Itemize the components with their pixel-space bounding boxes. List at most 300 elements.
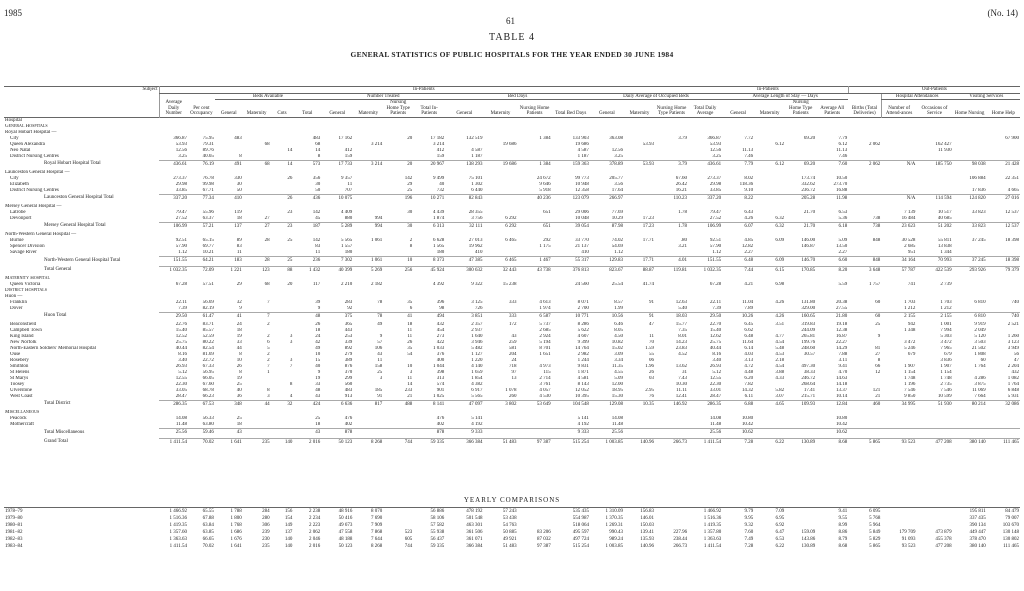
cell: 87 032 xyxy=(536,537,551,542)
cell: 10 948 xyxy=(575,181,589,187)
cell xyxy=(624,194,655,204)
cell: 79 379 xyxy=(987,266,1020,276)
cell: 98 xyxy=(439,305,445,311)
cell: 9.41 xyxy=(838,363,848,369)
cell: 55 xyxy=(648,351,654,357)
cell: 14 xyxy=(407,381,413,387)
cell: 1 640 xyxy=(471,333,483,339)
cell: 68 xyxy=(264,141,270,147)
cell: 2 685 xyxy=(539,327,551,333)
cell: 77.34 xyxy=(188,194,215,204)
cell: 8.01 xyxy=(678,333,688,339)
cell xyxy=(916,522,952,529)
cell: 6.22 xyxy=(754,438,785,448)
cell: 83 206 xyxy=(536,530,551,535)
cell: 990.43 xyxy=(609,530,624,535)
cell: 436 xyxy=(293,194,321,204)
cell: 26 xyxy=(236,363,242,369)
cell: 483 xyxy=(234,135,242,141)
cell: 3.07 xyxy=(775,393,785,399)
cell: 11.64 xyxy=(742,339,754,345)
cell: 6.12 xyxy=(754,160,785,170)
cell: 106 xyxy=(374,345,383,351)
col-occupancy: Per cent Occupancy xyxy=(190,105,213,116)
cell: 158 xyxy=(374,363,383,369)
cell: 160.65 xyxy=(785,312,816,322)
cell: 106 884 xyxy=(969,175,986,181)
cell: 1 854 xyxy=(471,375,483,381)
cell: 66 xyxy=(875,363,881,369)
cell: 6 095 xyxy=(869,509,881,514)
cell: 40 xyxy=(439,181,445,187)
cell: 29 006 xyxy=(575,209,589,215)
cell: 17 733 xyxy=(321,160,353,170)
cell: 57.90 xyxy=(175,243,187,249)
cell: 738 xyxy=(872,215,881,221)
cell: 1 344 xyxy=(940,249,952,255)
cell: 1 384 xyxy=(518,160,552,170)
row-label: New Norfolk xyxy=(10,339,37,345)
cell: 1 025 xyxy=(432,393,445,399)
cell: 142 xyxy=(312,209,321,215)
cell: 16.87 xyxy=(835,333,848,339)
cell: 159 363 xyxy=(552,160,590,170)
cell: 5 565 xyxy=(471,393,483,399)
cell: 137 xyxy=(215,222,243,232)
cell: 1 411.54 xyxy=(703,544,722,549)
cell: 1 032.35 xyxy=(688,266,722,276)
cell: 1 044 xyxy=(432,363,445,369)
cell: 67.53 xyxy=(188,400,215,410)
cell: 23.83 xyxy=(675,345,688,351)
cell: 476 xyxy=(436,415,445,421)
cell: 20.38 xyxy=(835,299,848,305)
cell: 1 764 xyxy=(1007,381,1019,387)
cell: 2 739 xyxy=(940,281,952,287)
cell: 28.47 xyxy=(175,393,187,399)
cell: 6.12 xyxy=(775,141,785,147)
cell: 1 516.36 xyxy=(169,516,187,521)
cell: 33.85 xyxy=(709,187,722,193)
cell: 2 xyxy=(267,321,270,327)
cell: 22.30 xyxy=(709,381,722,387)
cell: 3 xyxy=(267,393,270,399)
cell: 454 xyxy=(436,327,445,333)
cell: 3 xyxy=(289,339,293,345)
cell: 560 xyxy=(344,381,353,387)
cell: 12.00 xyxy=(611,381,623,387)
col-attendances: Number of Attend-ances xyxy=(881,100,916,118)
year-label: 1979–80 xyxy=(5,516,23,521)
cell: 236.72 xyxy=(801,187,816,193)
col-beds-maternity: Maternity xyxy=(246,111,267,116)
cell: 52.59 xyxy=(202,333,214,339)
cell: 56.69 xyxy=(202,299,214,305)
cell: 7.60 xyxy=(744,530,754,535)
cell: 361 071 xyxy=(466,537,483,542)
cell: 10.62 xyxy=(816,428,848,438)
cell: 53.93 xyxy=(175,141,187,147)
cell: 1.59 xyxy=(645,345,654,351)
cell: 9.79 xyxy=(744,509,754,514)
cell: 4.70 xyxy=(838,369,848,375)
cell: 20 xyxy=(383,160,413,170)
cell: 913 xyxy=(344,393,353,399)
cell: 14.29 xyxy=(835,345,848,351)
cell: 5 918 xyxy=(539,187,551,193)
cell: 57 xyxy=(377,339,383,345)
cell: 432 xyxy=(1011,369,1019,375)
cell: 6.48 xyxy=(722,256,754,266)
cell: 2 700 xyxy=(577,305,589,311)
cell: 40.44 xyxy=(175,345,187,351)
cell: 146.00 xyxy=(801,237,816,243)
cell: 2 xyxy=(267,333,270,339)
cell: 21 428 xyxy=(987,160,1020,170)
cell: 7.46 xyxy=(744,153,754,159)
cell: 25 xyxy=(236,381,242,387)
cell: 66.05 xyxy=(202,375,214,381)
cell: 18 398 xyxy=(987,256,1020,266)
cell: 30 xyxy=(407,209,413,215)
cell: 19.18 xyxy=(835,321,848,327)
cell: 75.95 xyxy=(202,135,214,141)
cell: 130.89 xyxy=(801,544,816,549)
cell: 17.71 xyxy=(624,256,655,266)
page-year: 1985 xyxy=(4,8,22,18)
row-label: Campbell Town xyxy=(10,327,42,333)
cell: 55 938 xyxy=(430,530,445,535)
cell: 135.93 xyxy=(640,537,655,542)
cell: 6.09 xyxy=(775,237,785,243)
cell: 97 387 xyxy=(518,438,552,448)
cell: 6.32 xyxy=(754,222,785,232)
cell: 22.70 xyxy=(709,321,722,327)
cell: 4 409 xyxy=(341,209,353,215)
cell: 5 565 xyxy=(341,237,353,243)
total-row xyxy=(4,266,1020,276)
cell: 12 537 xyxy=(1005,209,1019,215)
cell: 179 709 xyxy=(899,530,916,535)
row-label: District Nursing Centres xyxy=(10,153,59,159)
cell: 19 686 xyxy=(483,160,517,170)
cell: 8 268 xyxy=(371,544,383,549)
cell: 18.95 xyxy=(611,387,623,393)
cell: 227.96 xyxy=(673,530,688,535)
cell: 131.80 xyxy=(801,299,816,305)
cell xyxy=(987,428,1020,438)
cell: 9 831 xyxy=(577,363,589,369)
cell: 4 587 xyxy=(577,147,589,153)
cell: 70 xyxy=(648,339,654,345)
col-beds-total: Total xyxy=(302,111,313,116)
cell: 3 xyxy=(289,357,293,363)
cell: 455 378 xyxy=(935,537,952,542)
cell: 121 xyxy=(872,387,881,393)
cell: 33 770 xyxy=(575,237,589,243)
cell: 1 033 xyxy=(432,345,445,351)
cell: 123 xyxy=(243,266,271,276)
cell: 129.83 xyxy=(590,256,624,266)
cell: 60 xyxy=(980,357,986,363)
cell: 99.98 xyxy=(202,181,214,187)
cell: 7.46 xyxy=(838,153,848,159)
cell: 319.83 xyxy=(801,321,816,327)
cell: 402 xyxy=(436,421,445,427)
cell: 146.87 xyxy=(801,243,816,249)
cell: 10.21 xyxy=(202,249,214,255)
cell: 29 xyxy=(236,281,242,287)
cell: 4.21 xyxy=(744,281,754,287)
cell: 1.12 xyxy=(614,249,623,255)
yearly-row xyxy=(4,529,1020,536)
cell: 1 082 xyxy=(1007,375,1019,381)
cell: 19 xyxy=(236,375,242,381)
cell: 4 192 xyxy=(471,421,483,427)
cell: 9.32 xyxy=(744,523,754,528)
cell: 1 061 xyxy=(353,256,383,266)
cell: 28 xyxy=(264,237,270,243)
cell: 5 737 xyxy=(539,321,551,327)
cell: 50 123 xyxy=(338,544,353,549)
cell: 27.55 xyxy=(835,305,848,311)
cell: 25.75 xyxy=(709,339,722,345)
cell: 333 xyxy=(509,299,517,305)
cell: 273.37 xyxy=(707,175,722,181)
cell: 4.53 xyxy=(775,351,785,357)
cell: 1 788 xyxy=(230,509,242,514)
cell: 10 271 xyxy=(413,194,445,204)
cell: 15.30 xyxy=(611,393,623,399)
cell xyxy=(916,508,952,516)
cell: 25 xyxy=(407,187,413,193)
cell: 378.89 xyxy=(590,160,624,170)
cell: 185 xyxy=(374,387,383,393)
cell: 5.12 xyxy=(712,369,722,375)
cell: 265.81 xyxy=(801,333,816,339)
cell: 7 546 xyxy=(940,387,952,393)
cell: 1 221 xyxy=(215,266,243,276)
cell: 40 236 xyxy=(518,194,552,204)
cell: 2 234 xyxy=(309,516,321,521)
yearly-row xyxy=(4,508,1020,516)
cell: 185 750 xyxy=(916,160,952,170)
row-label: Mersey General Hospital — xyxy=(5,203,62,209)
cell: 1 768 xyxy=(230,523,242,528)
cell: 518 064 xyxy=(572,523,589,528)
cell: 2 735 xyxy=(940,381,952,387)
hospital-header: Hospital xyxy=(5,117,22,123)
cell: 6.95 xyxy=(775,516,785,521)
cell: 5 622 xyxy=(577,327,589,333)
cell: 56 437 xyxy=(430,537,445,542)
col-beds-general: General xyxy=(220,111,237,116)
cell: 25.56 xyxy=(159,428,188,438)
cell: 1.96 xyxy=(645,363,654,369)
cell: 436.61 xyxy=(688,160,722,170)
cell: 1 175 xyxy=(539,243,551,249)
cell: 376 xyxy=(436,351,445,357)
cell: 3 756 xyxy=(471,215,483,221)
cell: 111 465 xyxy=(1003,544,1019,549)
cell: 129.08 xyxy=(590,400,624,410)
cell: 4.55 xyxy=(614,369,623,375)
cell: 366.87 xyxy=(707,135,722,141)
cell: 27 013 xyxy=(468,237,483,243)
cell: 1 061 xyxy=(370,237,383,243)
cell: 3 xyxy=(289,333,293,339)
cell: 53 649 xyxy=(518,400,552,410)
row-label: Rosebery xyxy=(10,357,29,363)
cell: 48 xyxy=(315,387,321,393)
col-treated-general: General xyxy=(329,111,346,116)
cell: 332.62 xyxy=(801,181,816,187)
cell: 7 868 xyxy=(371,530,383,535)
cell: 63.84 xyxy=(202,523,214,528)
cell: 18 398 xyxy=(1005,237,1019,243)
cell: 1 078 xyxy=(505,387,517,393)
cell: 92 xyxy=(347,305,353,311)
row-label: Grand Total xyxy=(44,439,68,445)
cell: 3.40 xyxy=(178,357,187,363)
cell: 11 xyxy=(407,375,413,381)
cell: 313 xyxy=(436,375,445,381)
cell: 477 208 xyxy=(916,438,952,448)
cell: 51 930 xyxy=(916,400,952,410)
cell: 1 357.80 xyxy=(703,530,722,535)
cell: 848 xyxy=(848,256,881,266)
cell: 51 483 xyxy=(502,544,517,549)
cell: 2 046 xyxy=(309,537,321,542)
cell: 5 194 xyxy=(539,339,551,345)
cell: 8.86 xyxy=(838,530,848,535)
cell: 27 xyxy=(875,351,881,357)
table-title: GENERAL STATISTICS OF PUBLIC HOSPITALS FOR THE YEAR ENDED 30 JUNE 1984 xyxy=(350,50,674,59)
cell: 5 141 xyxy=(577,415,589,421)
cell: 9.10 xyxy=(744,187,754,193)
cell: 119.81 xyxy=(655,266,688,276)
cell: 1 764 xyxy=(974,363,986,369)
cell: 7.09 xyxy=(775,509,785,514)
cell: 22.30 xyxy=(175,381,187,387)
cell: 20 xyxy=(287,281,293,287)
cell: 2 xyxy=(267,357,270,363)
cell: 55.96 xyxy=(202,209,214,215)
cell: 43 xyxy=(215,428,243,438)
cell: 30.57 xyxy=(803,351,816,357)
cell: 6.12 xyxy=(838,141,848,147)
cell: 25.75 xyxy=(175,339,187,345)
cell: 10 xyxy=(236,357,242,363)
row-label: Beaconsfield xyxy=(10,321,37,327)
yearly-row xyxy=(4,515,1020,522)
cell: 43 xyxy=(511,333,517,339)
cell: 29.50 xyxy=(159,312,188,322)
col-stay-average: Average All Patients xyxy=(820,105,845,116)
cell: 6.43 xyxy=(744,209,754,215)
cell: 3.11 xyxy=(838,357,848,363)
cell: 6 848 xyxy=(1007,387,1019,393)
cell: 35 xyxy=(407,345,413,351)
row-label: Huon — xyxy=(5,293,23,299)
col-beddays-general: General xyxy=(456,111,473,116)
cell: 51 483 xyxy=(483,438,517,448)
cell: 2.27 xyxy=(744,249,754,255)
cell: 390 134 xyxy=(969,523,986,528)
cell: 292 xyxy=(543,237,551,243)
cell: 51 202 xyxy=(916,222,952,232)
cell: 3 875 xyxy=(974,381,986,387)
cell: 1 384 xyxy=(539,135,551,141)
cell: 1 907 xyxy=(940,363,952,369)
cell: 2 xyxy=(409,237,413,243)
cell: 9 xyxy=(317,305,321,311)
cell: 1 154 xyxy=(940,369,952,375)
cell: 3 851 xyxy=(445,312,483,322)
cell: 114 594 xyxy=(916,194,952,204)
cell: 56.95 xyxy=(202,369,214,375)
row-label: Queen Victoria xyxy=(10,281,41,287)
cell: 11 xyxy=(315,249,321,255)
col-treated-maternity: Maternity xyxy=(358,111,379,116)
cell: 8.16 xyxy=(712,351,722,357)
cell: 12.56 xyxy=(709,147,722,153)
cell: 92.51 xyxy=(175,237,187,243)
cell: 422 xyxy=(436,339,445,345)
cell: 412 xyxy=(436,147,445,153)
cell: 2 685 xyxy=(904,243,916,249)
cell: 25.54 xyxy=(611,281,623,287)
row-label: North-Western General Hospital — xyxy=(5,231,77,237)
cell: 50 xyxy=(236,187,242,193)
cell: 24 560 xyxy=(575,281,589,287)
cell xyxy=(243,194,271,204)
cell: 12.84 xyxy=(816,400,848,410)
cell: 1 757 xyxy=(869,281,881,287)
cell xyxy=(754,194,785,204)
cell: 132 519 xyxy=(466,135,483,141)
cell: 22.11 xyxy=(175,299,187,305)
cell: 81.69 xyxy=(202,351,214,357)
cell: 66.23 xyxy=(202,393,214,399)
cell: 1 467 xyxy=(518,256,552,266)
cell: 10.62 xyxy=(722,428,754,438)
cell xyxy=(785,515,816,522)
cell: 33 xyxy=(315,381,321,387)
cell: 8.16 xyxy=(178,351,187,357)
yearly-comparisons-title: YEARLY COMPARISONS xyxy=(463,496,561,504)
cell: 8 143 xyxy=(577,381,589,387)
cell: 6.48 xyxy=(744,333,754,339)
cell: 26 xyxy=(648,369,654,375)
cell: 7 xyxy=(289,363,293,369)
cell: 4.33 xyxy=(775,375,785,381)
cell: 3 836 xyxy=(940,357,952,363)
cell: 10 048 xyxy=(575,215,589,221)
cell: 79.47 xyxy=(175,209,187,215)
cell: 293 926 xyxy=(953,266,987,276)
cell: 2 238 xyxy=(309,509,321,514)
cell: 6 292 xyxy=(483,222,517,232)
cell: 3 949 xyxy=(1007,345,1019,351)
cell: 11.11 xyxy=(676,387,688,393)
cell: 70.02 xyxy=(188,438,215,448)
cell: 27 016 xyxy=(987,194,1020,204)
cell: 40.65 xyxy=(202,153,214,159)
cell: 1 659 xyxy=(471,369,483,375)
cell: 4.26 xyxy=(775,299,785,305)
cell: 370 xyxy=(344,369,353,375)
